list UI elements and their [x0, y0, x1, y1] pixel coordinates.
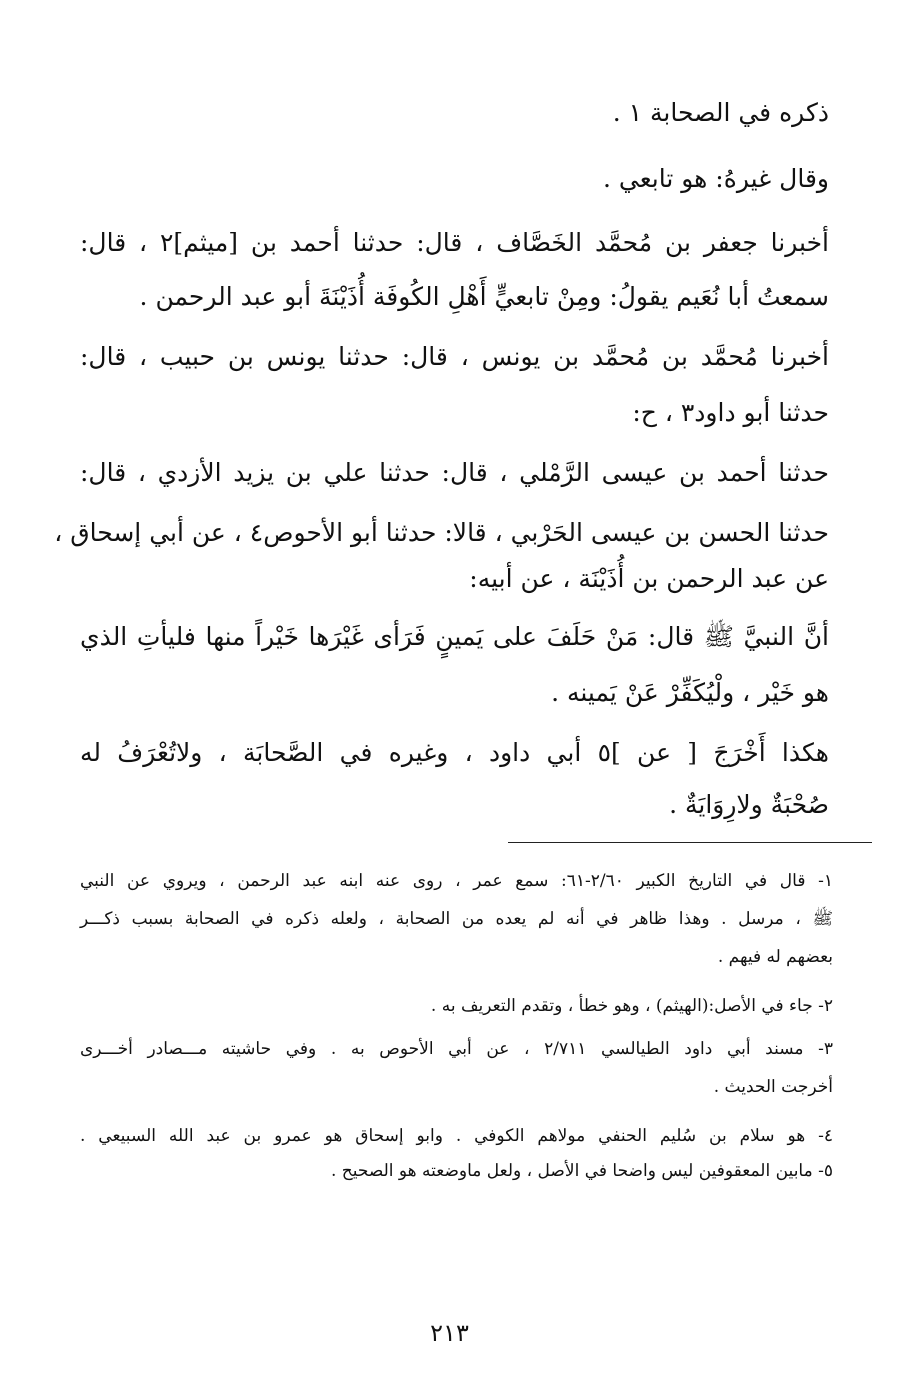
text-line: عن عبد الرحمن بن أُذَيْنَة ، عن أبيه: [469, 564, 829, 593]
footnote-line: ٥- مابين المعقوفين ليس واضحا في الأصل ، ولعل ماوضعته هو الصحيح . [330, 1161, 833, 1181]
footnote-line: ١- قال في التاريخ الكبير ٢/٦٠-٦١: سمع عمر ، روى عنه ابنه عبد الرحمن ، ويروي عن النبي [80, 871, 833, 891]
text-line: سمعتُ أبا نُعَيم يقولُ: ومِنْ تابعيٍّ أَهْلِ الكُوفَة أُذَيْنَةَ أبو عبد الرحمن . [139, 282, 829, 311]
page-number: ٢١٣ [430, 1319, 469, 1347]
footnote-line: ٤- هو سلام بن سُليم الحنفي مولاهم الكوفي . وابو إسحاق هو عمرو بن عبد الله السبيعي . [80, 1126, 833, 1146]
text-line: وقال غيرهُ: هو تابعي . [602, 164, 829, 193]
text-line: أخبرنا جعفر بن مُحمَّد الخَصَّاف ، قال: حدثنا أحمد بن [ميثم]٢ ، قال: [80, 228, 829, 257]
footnote-line: ٣- مسند أبي داود الطيالسي ٢/٧١١ ، عن أبي الأحوص به . وفي حاشيته مـــصادر أخـــرى [80, 1039, 833, 1059]
footnote-line: ٢- جاء في الأصل:(الهيثم) ، وهو خطأ ، وتقدم التعريف به . [430, 996, 833, 1016]
text-line: حدثنا الحسن بن عيسى الحَرْبي ، قالا: حدثنا أبو الأحوص٤ ، عن أبي إسحاق ، [54, 518, 829, 547]
text-line: صُحْبَةٌ ولارِوَايَةٌ . [669, 790, 829, 819]
text-line: هو خَيْر ، ولْيُكَفِّرْ عَنْ يَمينه . [551, 678, 829, 707]
text-line: هكذا أَخْرَجَ [ عن ]٥ أبي داود ، وغيره في الصَّحابَة ، ولاتُعْرَفُ له [80, 738, 829, 767]
text-line: حدثنا أبو داود٣ ، ح: [632, 398, 829, 427]
footnote-line: بعضهم له فيهم . [717, 947, 833, 967]
footnote-line: ﷺ ، مرسل . وهذا ظاهر في أنه لم يعده من الصحابة ، ولعله ذكره في الصحابة بسبب ذكـــر [80, 909, 833, 929]
text-line: حدثنا أحمد بن عيسى الرَّمْلي ، قال: حدثنا علي بن يزيد الأزدي ، قال: [80, 458, 829, 487]
footnote-divider [508, 842, 872, 843]
text-line: أخبرنا مُحمَّد بن مُحمَّد بن يونس ، قال: حدثنا يونس بن حبيب ، قال: [80, 342, 829, 371]
text-line: ذكره في الصحابة ١ . [612, 98, 829, 127]
footnote-line: أخرجت الحديث . [713, 1077, 833, 1097]
text-line: أنَّ النبيَّ ﷺ قال: مَنْ حَلَفَ على يَمينٍ فَرَأى غَيْرَها خَيْراً منها فليأتِ الذي [80, 622, 829, 651]
